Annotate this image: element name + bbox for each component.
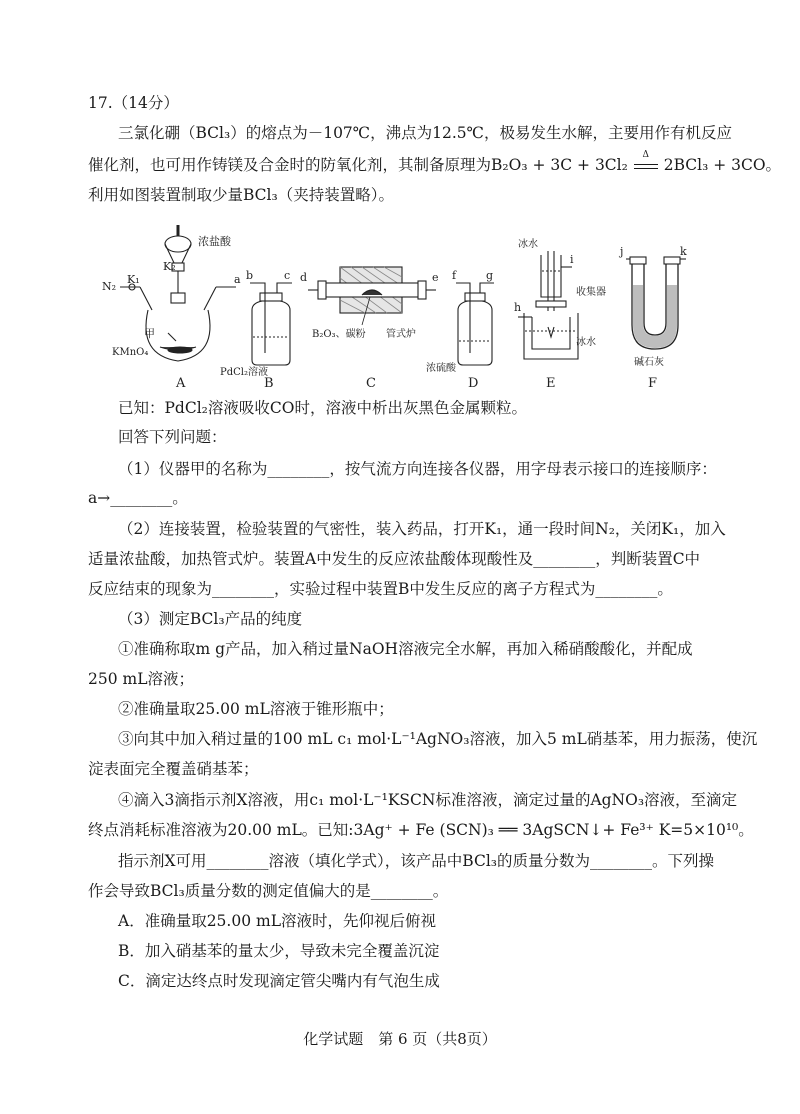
port-e: e — [432, 271, 439, 284]
port-c: c — [284, 269, 291, 282]
q2-line-3: 反应结束的现象为________，实验过程中装置B中发生反应的离子方程式为________。 — [88, 580, 673, 598]
caption-c: C — [366, 376, 376, 391]
option-b: B．加入硝基苯的量太少，导致未完全覆盖沉淀 — [118, 942, 440, 960]
label-k1: K₁ — [127, 273, 140, 286]
step4-line-2: 终点消耗标准溶液为20.00 mL。已知:3Ag⁺ + Fe (SCN)₃ ══ 3AgSCN↓+ Fe³⁺ K=5×10¹⁰。 — [88, 821, 754, 839]
label-ice-water-top: 冰水 — [518, 239, 538, 250]
label-b2o3-carbon: B₂O₃、碳粉 — [312, 329, 366, 340]
intro-line-2-text: 催化剂，也可用作铸镁及合金时的防氧化剂，其制备原理为 — [88, 156, 492, 174]
apparatus-diagram — [100, 215, 700, 393]
answer-prompt: 回答下列问题： — [118, 428, 227, 446]
port-i: i — [570, 253, 574, 266]
port-f: f — [452, 269, 457, 282]
equation-heat-arrow — [633, 150, 659, 176]
caption-e: E — [546, 376, 556, 391]
q2-line-1: （2）连接装置，检验装置的气密性，装入药品，打开K₁，通一段时间N₂，关闭K₁，加入 — [118, 520, 726, 538]
intro-line-2 — [88, 150, 782, 176]
label-conc-hcl: 浓盐酸 — [198, 235, 231, 248]
port-j: j — [620, 245, 624, 258]
q3-title: （3）测定BCl₃产品的纯度 — [118, 610, 303, 628]
indicator-line-2: 作会导致BCl₃质量分数的测定值偏大的是________。 — [88, 882, 449, 900]
equation-right: 2BCl₃ + 3CO。 — [663, 156, 782, 174]
step2: ②准确量取25.00 mL溶液于锥形瓶中； — [118, 700, 394, 718]
label-ice-water: 冰水 — [576, 337, 596, 348]
intro-line-1: 三氯化硼（BCl₃）的熔点为－107℃，沸点为12.5℃，极易发生水解，主要用作有机反应 — [118, 124, 732, 142]
label-conc-h2so4: 浓硫酸 — [426, 363, 456, 374]
q1-line-2: a→________。 — [88, 489, 188, 507]
option-a: A．准确量取25.00 mL溶液时，先仰视后俯视 — [118, 912, 436, 930]
caption-b: B — [264, 376, 274, 391]
apparatus-d — [426, 269, 494, 391]
step1-line-2: 250 mL溶液； — [88, 670, 195, 688]
label-jia: 甲 — [144, 327, 155, 340]
label-soda-lime: 碱石灰 — [634, 357, 664, 368]
label-pdcl2: PdCl₂溶液 — [220, 367, 268, 378]
apparatus-f — [618, 245, 687, 391]
heat-symbol: Δ — [642, 150, 650, 160]
step1-line-1: ①准确称取m g产品，加入稍过量NaOH溶液完全水解，再加入稀硝酸酸化，并配成 — [118, 640, 693, 658]
q1-line-1: （1）仪器甲的名称为________，按气流方向连接各仪器，用字母表示接口的连接顺序： — [118, 460, 717, 478]
option-c: C．滴定达终点时发现滴定管尖嘴内有气泡生成 — [118, 972, 440, 990]
intro-line-3: 利用如图装置制取少量BCl₃（夹持装置略）。 — [88, 186, 394, 204]
label-furnace: 管式炉 — [386, 329, 416, 340]
known-info: 已知：PdCl₂溶液吸收CO时，溶液中析出灰黑色金属颗粒。 — [118, 399, 527, 417]
port-d: d — [300, 271, 308, 284]
caption-d: D — [468, 376, 479, 391]
page-footer: 化学试题 第 6 页（共8页） — [303, 1030, 497, 1048]
caption-f: F — [648, 376, 658, 391]
label-collector: 收集器 — [576, 287, 606, 298]
port-b: b — [246, 269, 254, 282]
step3-line-1: ③向其中加入稍过量的100 mL c₁ mol·L⁻¹AgNO₃溶液，加入5 mL硝基苯，用力振荡，使沉 — [118, 730, 758, 748]
port-k: k — [680, 245, 687, 258]
port-g: g — [486, 269, 494, 282]
step3-line-2: 淀表面完全覆盖硝基苯； — [88, 760, 259, 778]
equation-left: B₂O₃ + 3C + 3Cl₂ — [491, 156, 628, 174]
q2-line-2: 适量浓盐酸，加热管式炉。装置A中发生的反应浓盐酸体现酸性及________，判断装置C中 — [88, 550, 701, 568]
indicator-line-1: 指示剂X可用________溶液（填化学式），该产品中BCl₃的质量分数为________。下列操 — [118, 852, 714, 870]
label-k2: K₂ — [163, 260, 176, 273]
question-number: 17.（14分） — [88, 94, 179, 112]
step4-line-1: ④滴入3滴指示剂X溶液，用c₁ mol·L⁻¹KSCN标准溶液，滴定过量的AgNO₃溶液，至滴定 — [118, 791, 738, 809]
label-n2: N₂ — [102, 280, 117, 293]
port-h: h — [514, 301, 522, 314]
apparatus-c — [300, 267, 439, 391]
caption-a: A — [176, 376, 186, 391]
apparatus-e — [514, 237, 606, 391]
port-a: a — [234, 273, 241, 286]
label-kmno4: KMnO₄ — [112, 347, 149, 358]
